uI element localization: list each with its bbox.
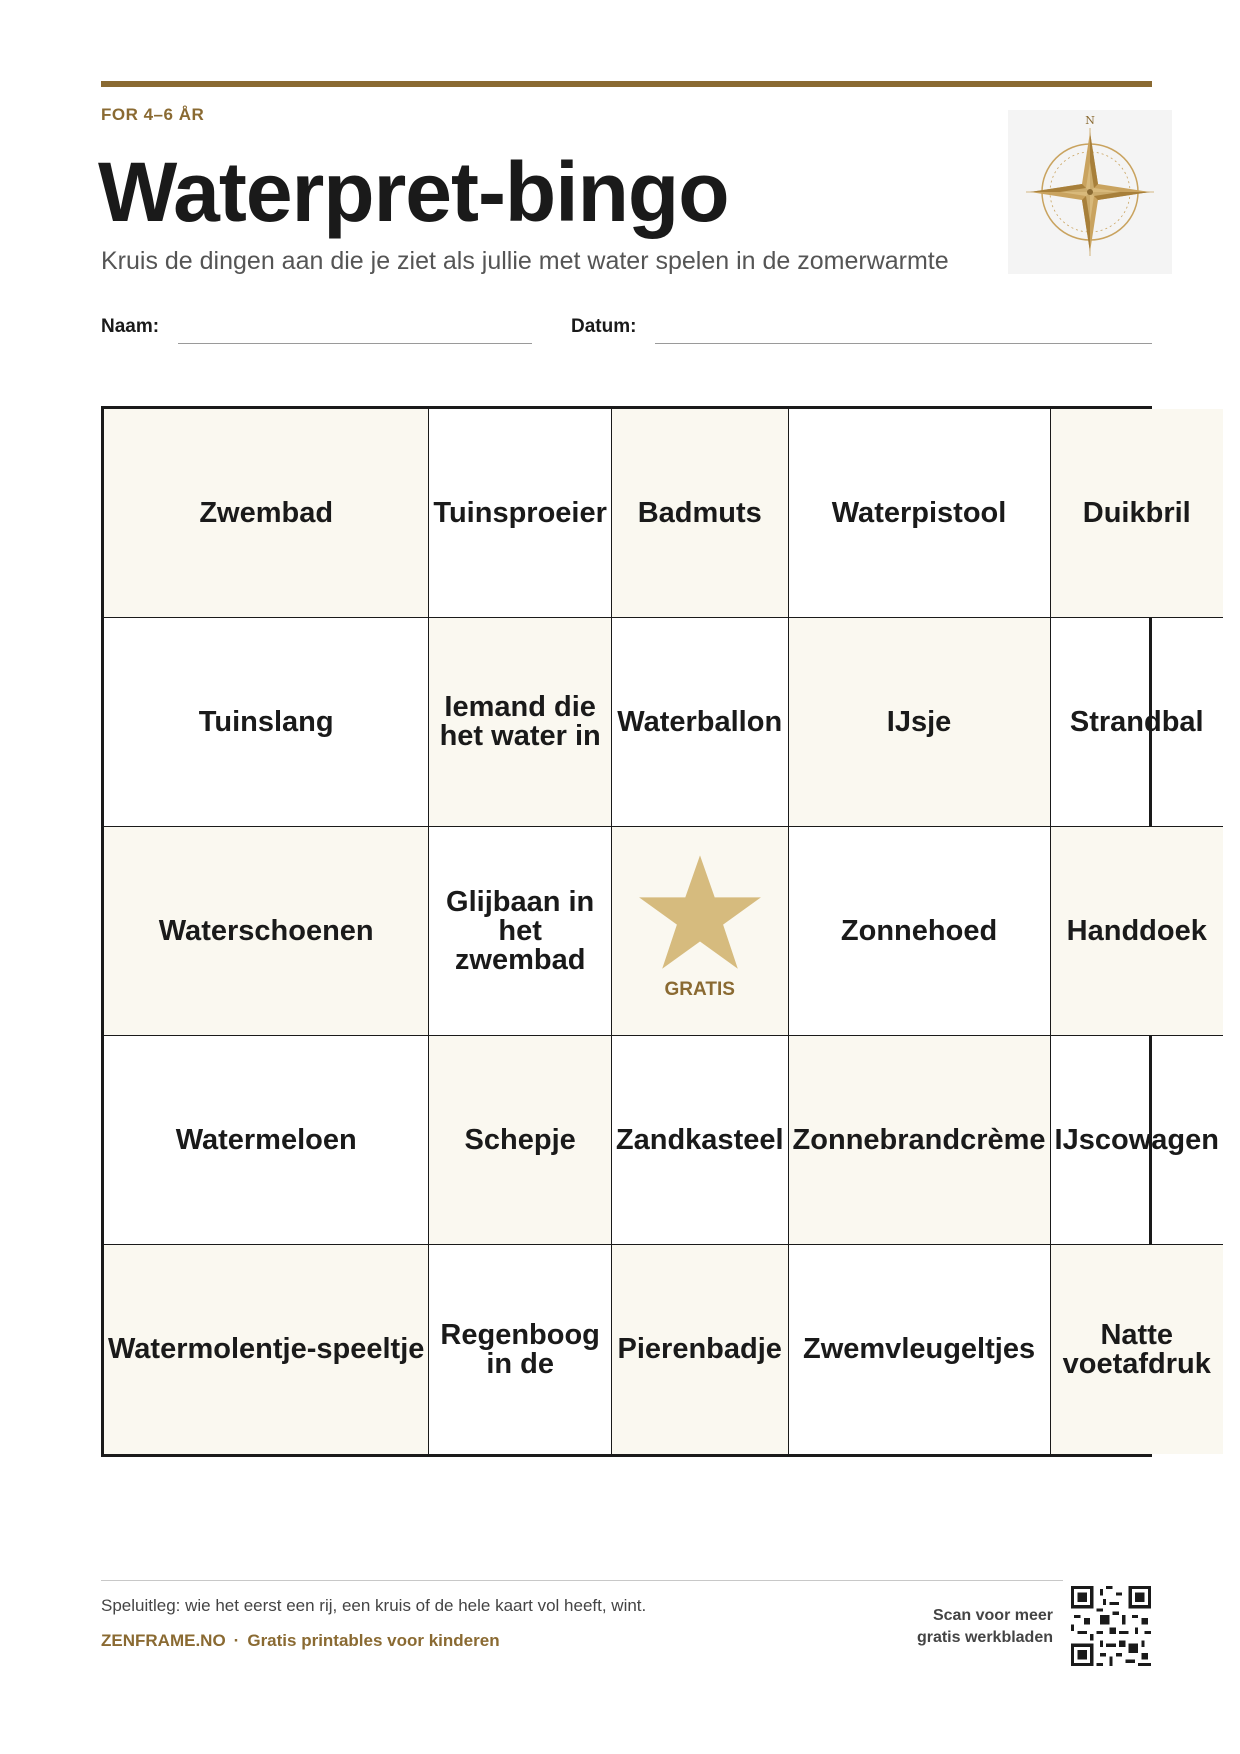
bingo-cell[interactable] [429, 1245, 612, 1454]
bingo-cell[interactable] [1051, 1245, 1223, 1454]
bingo-cell[interactable] [104, 618, 429, 827]
bingo-cell-label: Waterschoenen [158, 914, 374, 947]
bingo-cell[interactable] [429, 409, 612, 618]
bingo-cell[interactable] [612, 409, 789, 618]
brand-line [101, 1631, 500, 1651]
bingo-cell[interactable] [104, 1036, 429, 1245]
bingo-cell-label: Strandbal [1069, 705, 1204, 738]
brand-tagline: Gratis printables voor kinderen [247, 1631, 500, 1650]
bingo-cell-label: Iemand die het water in [439, 691, 601, 752]
bingo-cell-label: Zwembad [199, 496, 334, 529]
footer-rule [101, 1580, 1063, 1581]
free-space-label: GRATIS [664, 979, 735, 1000]
date-label: Datum: [571, 316, 637, 337]
bingo-grid [101, 406, 1219, 1457]
bingo-cell[interactable] [429, 827, 612, 1036]
bingo-cell-label: Natte voetafdruk [1062, 1318, 1211, 1380]
name-label: Naam: [101, 316, 160, 337]
bingo-cell-label: Zonnebrandcrème [792, 1123, 1046, 1156]
compass-north-letter: N [1085, 114, 1095, 127]
qr-code-graphic [1071, 1586, 1151, 1666]
bingo-cell-label: Zandkasteel [615, 1123, 784, 1156]
bingo-cell-label: Tuinsproeier [433, 496, 607, 529]
bingo-cell-label: Tuinslang [198, 705, 334, 738]
brand-site[interactable]: ZENFRAME.NO [101, 1631, 226, 1650]
bingo-cell-label: Badmuts [637, 496, 762, 529]
bingo-cell[interactable] [612, 1245, 789, 1454]
bingo-cell-label: Glijbaan in het zwembad [446, 885, 595, 976]
star-icon [637, 851, 763, 971]
bingo-cell[interactable] [1051, 827, 1223, 1036]
bingo-cell-label: IJsje [886, 705, 952, 738]
bingo-cell[interactable] [429, 618, 612, 827]
bingo-cell[interactable] [789, 409, 1051, 618]
scan-line-2: gratis werkbladen [916, 1629, 1053, 1647]
age-label: FOR 4–6 ÅR [101, 105, 205, 124]
bingo-cell-label: Schepje [464, 1123, 576, 1156]
bingo-cell[interactable] [789, 1036, 1051, 1245]
bingo-cell-label: IJscowagen [1054, 1123, 1219, 1156]
name-field[interactable] [178, 343, 532, 344]
bingo-cell[interactable] [789, 827, 1051, 1036]
scan-line-1: Scan voor meer [932, 1607, 1053, 1624]
scan-caption [853, 1605, 1053, 1650]
bingo-cell-label: Pierenbadje [617, 1333, 782, 1365]
top-rule [101, 81, 1152, 87]
compass-rose-icon [1008, 110, 1172, 274]
bingo-cell[interactable] [104, 409, 429, 618]
free-space-cell[interactable] [612, 827, 789, 1036]
bingo-cell[interactable] [1051, 409, 1223, 618]
bingo-cell[interactable] [429, 1036, 612, 1245]
bingo-cell-label: Zwemvleugeltjes [803, 1333, 1036, 1365]
bingo-cell-label: Waterpistool [831, 496, 1007, 529]
page-subtitle: Kruis de dingen aan die je ziet als jullie met water spelen in de zomerwarmte [101, 247, 949, 275]
bingo-cell-label: Regenboog in de [440, 1318, 600, 1380]
bingo-cell-label: Zonnehoed [840, 914, 998, 947]
brand-separator: · [233, 1631, 240, 1650]
qr-code[interactable] [1071, 1586, 1151, 1666]
bingo-cell[interactable] [104, 827, 429, 1036]
bingo-cell[interactable] [1051, 618, 1223, 827]
bingo-cell-label: Watermeloen [175, 1123, 357, 1156]
bingo-cell[interactable] [104, 1245, 429, 1454]
bingo-cell[interactable] [612, 1036, 789, 1245]
bingo-cell[interactable] [612, 618, 789, 827]
bingo-cell[interactable] [789, 1245, 1051, 1454]
game-rules: Speluitleg: wie het eerst een rij, een kruis of de hele kaart vol heeft, wint. [101, 1596, 647, 1615]
date-field[interactable] [655, 343, 1152, 344]
page-title: Waterpret-bingo [98, 145, 729, 239]
bingo-cell[interactable] [1051, 1036, 1223, 1245]
bingo-cell-label: Waterballon [617, 705, 783, 738]
bingo-cell-label: Handdoek [1066, 914, 1207, 947]
bingo-cell-label: Watermolentje-speeltje [108, 1333, 425, 1365]
bingo-cell-label: Duikbril [1082, 496, 1191, 529]
bingo-cell[interactable] [789, 618, 1051, 827]
